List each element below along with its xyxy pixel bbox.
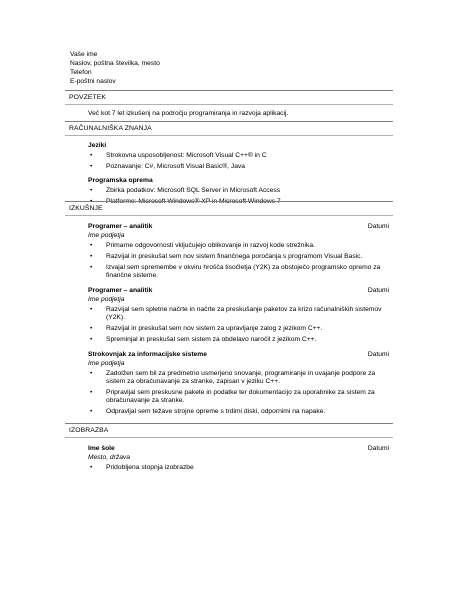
list-item-text: Razvijal in preskušal sem nov sistem finančnega poročanja s programom Visual Basic. bbox=[106, 253, 363, 260]
list-item bbox=[88, 187, 389, 195]
skills-list bbox=[88, 152, 389, 171]
job-title: Strokovnjak za informacijske sisteme bbox=[88, 351, 207, 358]
contact-email: E-poštni naslov bbox=[70, 78, 116, 85]
bullet-icon: • bbox=[90, 253, 93, 260]
bullet-icon: • bbox=[90, 336, 93, 343]
bullet-icon: • bbox=[90, 242, 93, 249]
job-employer: Ime podjetja bbox=[88, 360, 125, 367]
list-item-text: Zbirka podatkov: Microsoft SQL Server in Microsoft Access bbox=[106, 187, 281, 194]
bullet-icon: • bbox=[90, 325, 93, 332]
education-entry bbox=[88, 444, 389, 472]
contact-phone: Telefon bbox=[70, 69, 92, 76]
job-entry bbox=[88, 286, 389, 344]
bullet-icon: • bbox=[90, 389, 93, 396]
list-item bbox=[88, 370, 389, 386]
bullet-icon: • bbox=[90, 306, 93, 313]
list-item-text: Odpravljal sem težave strojne opreme s trdimi diski, odpornimi na napake. bbox=[106, 408, 326, 415]
school-location: Mesto, država bbox=[88, 454, 130, 461]
list-item bbox=[88, 325, 389, 333]
education-heading: IZOBRAZBA bbox=[65, 423, 393, 438]
skills-section bbox=[65, 121, 393, 209]
contact-block bbox=[70, 50, 160, 86]
list-item bbox=[88, 336, 389, 344]
list-item bbox=[88, 408, 389, 416]
summary-section bbox=[65, 90, 393, 123]
list-item-text: Primarne odgovornosti vključujejo oblikovanje in razvoj kode strežnika. bbox=[106, 242, 315, 249]
job-duties bbox=[88, 306, 389, 344]
job-duties bbox=[88, 370, 389, 416]
list-item-text: Poznavanje: C#, Microsoft Visual Basic®, Java bbox=[106, 163, 245, 170]
school-name: Ime šole bbox=[88, 445, 115, 452]
contact-name: Vaše ime bbox=[70, 51, 98, 58]
list-item bbox=[88, 242, 389, 250]
list-item bbox=[88, 253, 389, 261]
skills-group-title: Programska oprema bbox=[88, 177, 153, 184]
list-item bbox=[88, 163, 389, 171]
list-item-text: Razvijal in preskušal sem nov sistem za upravljanje zalog z jezikom C++. bbox=[106, 325, 323, 332]
summary-heading: POVZETEK bbox=[65, 90, 393, 105]
education-list bbox=[88, 464, 389, 472]
list-item-text: Strokovna usposobljenost: Microsoft Visual C++® in C bbox=[106, 152, 267, 159]
list-item bbox=[88, 306, 389, 322]
job-dates: Datumi bbox=[367, 223, 389, 230]
bullet-icon: • bbox=[90, 187, 93, 194]
list-item-text: Razvijal sem spletne načrte in načrte za preskušanje paketov za krizo računalniških sistemov (Y2K). bbox=[106, 306, 382, 321]
experience-section bbox=[65, 201, 393, 419]
skills-heading: RAČUNALNIŠKA ZNANJA bbox=[65, 121, 393, 136]
education-section bbox=[65, 423, 393, 475]
job-employer: Ime podjetja bbox=[88, 296, 125, 303]
list-item-text: Platforme: Microsoft Windows® XP in Microsoft Windows 7 bbox=[106, 198, 281, 205]
job-duties bbox=[88, 242, 389, 280]
job-title: Programer – analitik bbox=[88, 223, 153, 230]
bullet-icon: • bbox=[90, 264, 93, 271]
job-entry bbox=[88, 350, 389, 416]
bullet-icon: • bbox=[90, 198, 93, 205]
contact-address: Naslov, poštna številka, mesto bbox=[70, 60, 160, 67]
job-title: Programer – analitik bbox=[88, 287, 153, 294]
job-employer: Ime podjetja bbox=[88, 232, 125, 239]
job-entry bbox=[88, 222, 389, 280]
list-item-text: Pridobljena stopnja izobrazbe bbox=[106, 464, 194, 471]
list-item bbox=[88, 152, 389, 160]
experience-heading: IZKUŠNJE bbox=[65, 201, 393, 216]
list-item-text: Izvajal sem spremembe v okviru hrošča tisočletja (Y2K) za obstoječo programsko opremo za finančne sisteme. bbox=[106, 264, 381, 279]
list-item-text: Pripravljal sem preskusne pakete in podatke ter dokumentacijo za uporabnike za sistem za obračunavanje za stranke. bbox=[106, 389, 375, 404]
list-item-text: Zadolžen sem bil za predmetno usmerjeno snovanje, programiranje in uvajanje podpore za sistem za obračunavanje za stranke, zapisan v jeziku C++. bbox=[106, 370, 376, 385]
bullet-icon: • bbox=[90, 370, 93, 377]
skills-group-title: Jeziki bbox=[88, 142, 107, 149]
list-item bbox=[88, 389, 389, 405]
education-dates: Datumi bbox=[367, 445, 389, 452]
list-item bbox=[88, 264, 389, 280]
summary-text: Več kot 7 let izkušenj na področju programiranja in razvoja aplikacij. bbox=[88, 110, 289, 117]
bullet-icon: • bbox=[90, 163, 93, 170]
bullet-icon: • bbox=[90, 152, 93, 159]
job-dates: Datumi bbox=[367, 351, 389, 358]
list-item bbox=[88, 464, 389, 472]
job-dates: Datumi bbox=[367, 287, 389, 294]
bullet-icon: • bbox=[90, 464, 93, 471]
list-item-text: Spreminjal in preskušal sem sistem za obdelavo naročil z jezikom C++. bbox=[106, 336, 317, 343]
bullet-icon: • bbox=[90, 408, 93, 415]
